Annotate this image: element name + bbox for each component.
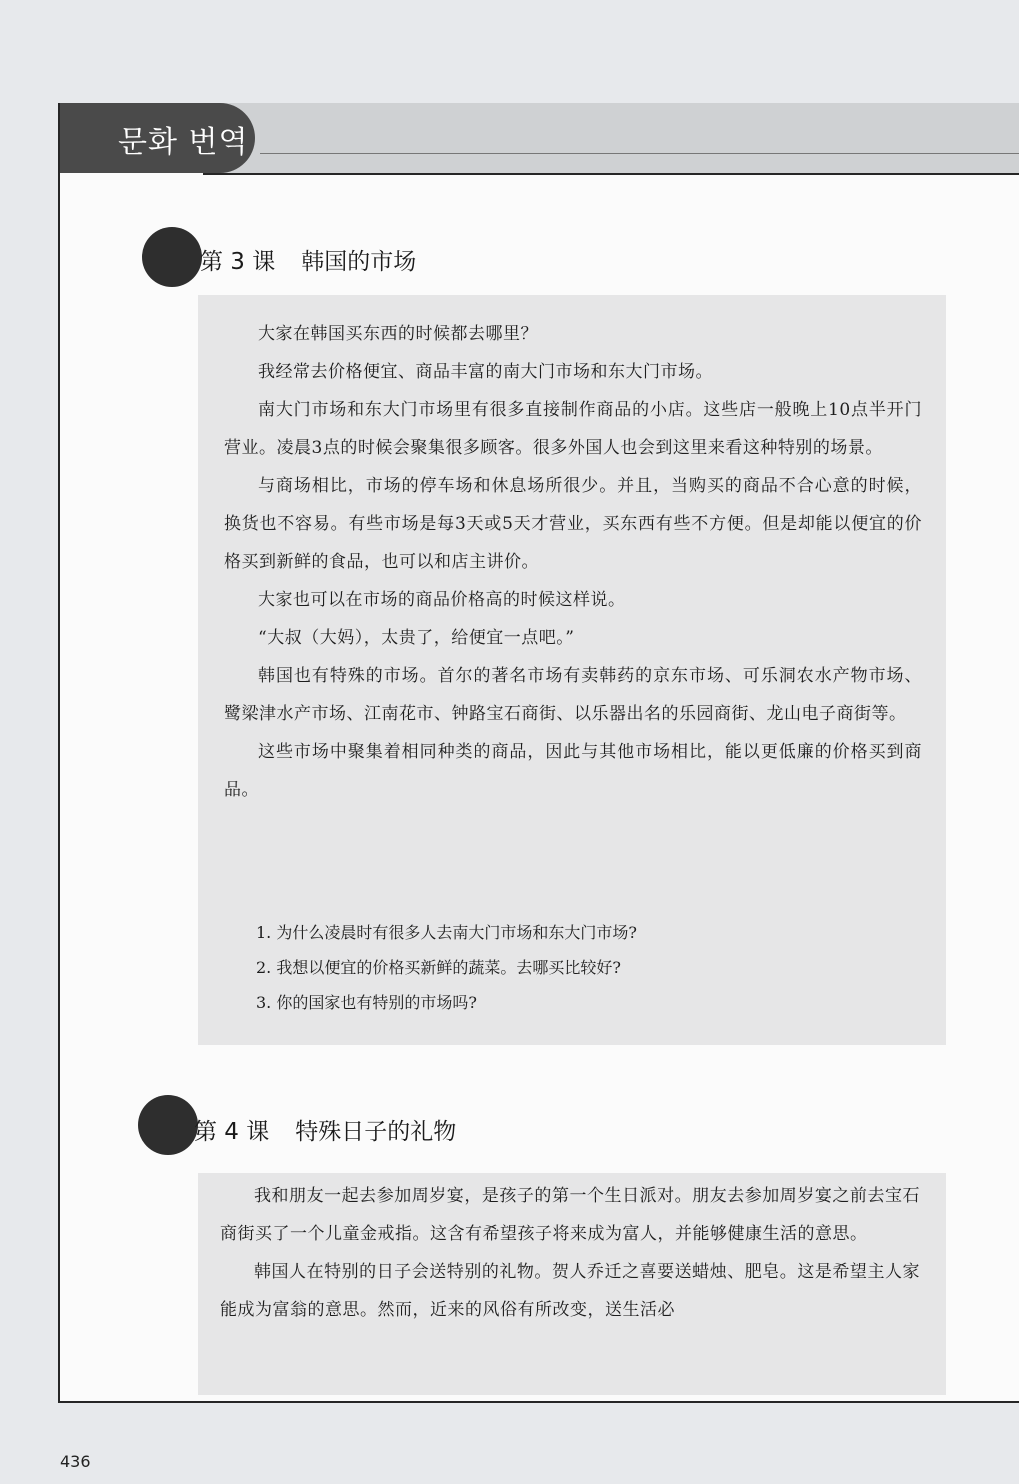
lesson-4-title: 特殊日子的礼物 <box>295 1119 457 1145</box>
question-item: 1. 为什么凌晨时有很多人去南大门市场和东大门市场? <box>256 923 637 942</box>
lesson-4-heading <box>194 1113 456 1146</box>
header-divider <box>260 153 1019 154</box>
paragraph: “大叔（大妈），太贵了，给便宜一点吧。” <box>258 628 575 648</box>
lesson-3-marker <box>142 227 202 287</box>
section-title: 문화 번역 <box>118 125 249 160</box>
lesson-3-text-panel <box>198 295 946 1045</box>
lesson-4-marker <box>138 1095 198 1155</box>
paragraph: 韩国人在特别的日子会送特别的礼物。贺人乔迁之喜要送蜡烛、肥皂。这是希望主人家能成为富翁的意思。然而，近来的风俗有所改变，送生活必 <box>220 1262 920 1320</box>
paragraph: 与商场相比，市场的停车场和休息场所很少。并且，当购买的商品不合心意的时候，换货也不容易。有些市场是每3天或5天才营业，买东西有些不方便。但是却能以便宜的价格买到新鲜的食品，也可以和店主讲价。 <box>224 476 922 572</box>
paragraph: 南大门市场和东大门市场里有很多直接制作商品的小店。这些店一般晚上10点半开门营业。凌晨3点的时候会聚集很多顾客。很多外国人也会到这里来看这种特别的场景。 <box>224 400 922 458</box>
lesson-4-number: 第 4 课 <box>194 1119 270 1145</box>
paragraph: 我经常去价格便宜、商品丰富的南大门市场和东大门市场。 <box>258 362 713 382</box>
lesson-3-title: 韩国的市场 <box>301 249 417 275</box>
content-top-rule <box>203 173 1019 175</box>
paragraph: 大家也可以在市场的商品价格高的时候这样说。 <box>258 590 626 610</box>
paragraph: 这些市场中聚集着相同种类的商品，因此与其他市场相比，能以更低廉的价格买到商品。 <box>224 742 922 800</box>
lesson-4-body <box>220 1177 920 1329</box>
question-item: 3. 你的国家也有特别的市场吗? <box>256 993 477 1012</box>
page-frame <box>58 103 1019 1403</box>
lesson-3-number: 第 3 课 <box>200 249 276 275</box>
paragraph: 大家在韩国买东西的时候都去哪里？ <box>258 324 538 344</box>
section-header-tab <box>60 103 255 173</box>
section-header <box>60 103 1019 173</box>
lesson-3-questions <box>224 915 922 1020</box>
lesson-4-text-panel <box>198 1173 946 1395</box>
page-number: 436 <box>60 1452 91 1471</box>
question-item: 2. 我想以便宜的价格买新鲜的蔬菜。去哪买比较好? <box>256 958 621 977</box>
paragraph: 我和朋友一起去参加周岁宴，是孩子的第一个生日派对。朋友去参加周岁宴之前去宝石商街买了一个儿童金戒指。这含有希望孩子将来成为富人，并能够健康生活的意思。 <box>220 1186 920 1244</box>
paragraph: 韩国也有特殊的市场。首尔的著名市场有卖韩药的京东市场、可乐洞农水产物市场、鹭梁津水产市场、江南花市、钟路宝石商街、以乐器出名的乐园商街、龙山电子商街等。 <box>224 666 922 724</box>
lesson-3-body <box>224 315 922 809</box>
lesson-3-heading <box>200 243 416 276</box>
